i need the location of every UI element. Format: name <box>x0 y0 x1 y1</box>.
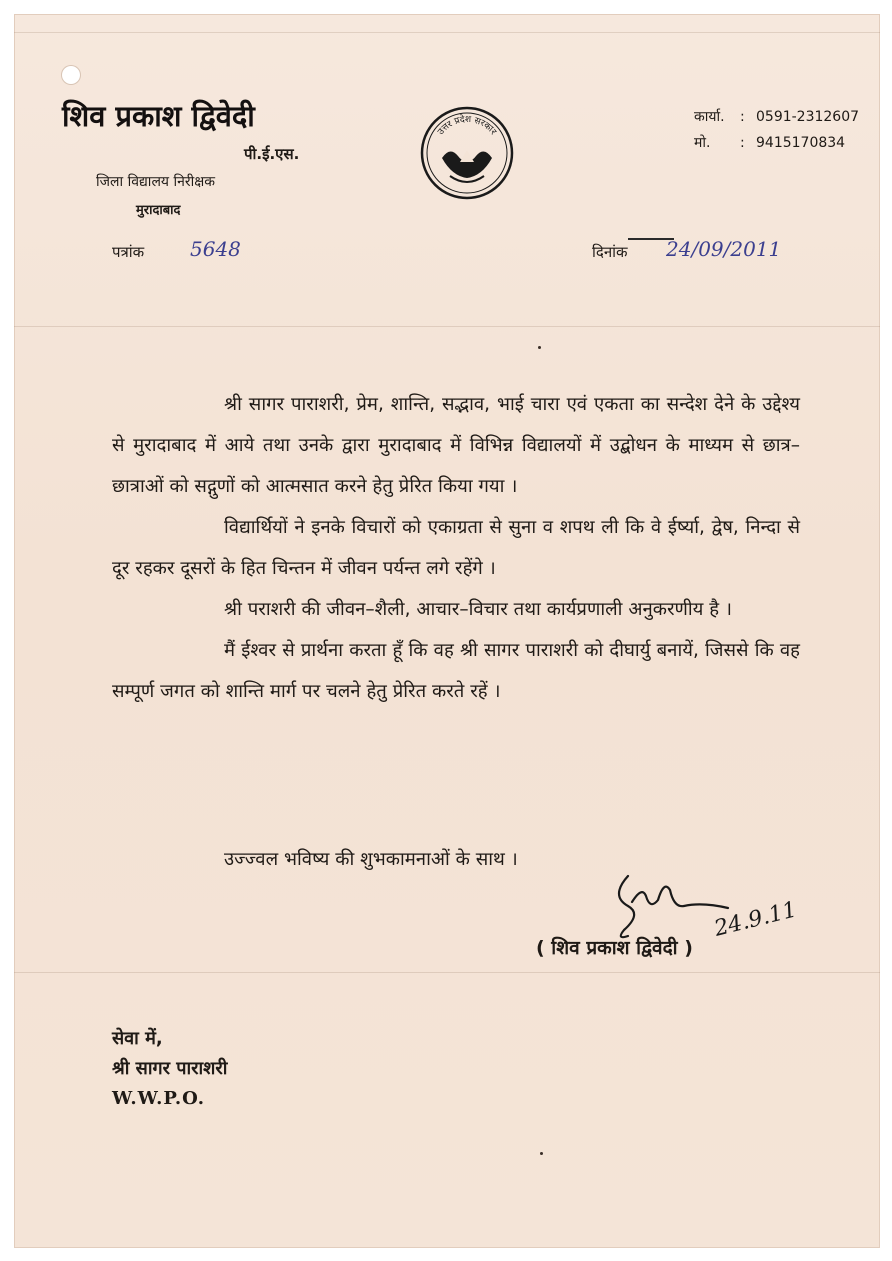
signatory-name: ( शिव प्रकाश द्विवेदी ) <box>536 937 693 959</box>
recipient-salutation: सेवा में, <box>112 1028 163 1049</box>
mobile-phone: 9415170834 <box>756 135 846 151</box>
state-emblem-icon <box>420 106 514 200</box>
svg-text:उत्तर प्रदेश सरकार <box>436 113 498 137</box>
office-phone: 0591-2312607 <box>756 109 860 125</box>
paper-fold-line <box>14 32 880 33</box>
date-label: दिनांक <box>592 243 628 261</box>
signature-date: 24.9.11 <box>711 897 800 942</box>
letter-page <box>14 14 880 1248</box>
sender-designation: जिला विद्यालय निरीक्षक <box>96 174 216 190</box>
closing-line: उज्ज्वल भविष्य की शुभकामनाओं के साथ । <box>224 849 518 870</box>
recipient-org: W.W.P.O. <box>112 1088 206 1109</box>
body-paragraph: मैं ईश्वर से प्रार्थना करता हूँ कि वह श्री सागर पाराशरी को दीघार्यु बनायें, जिससे कि वह सम्पूर्ण जगत को शान्ति मार्ग पर चलने हेतु प्रेरित करते रहें । <box>112 640 800 702</box>
contact-label: मो. <box>694 135 711 151</box>
letter-body <box>112 384 800 712</box>
recipient-name: श्री सागर पाराशरी <box>112 1058 228 1079</box>
contact-office: कार्या. : 0591-2312607 <box>694 104 859 130</box>
contact-label: कार्या. <box>694 109 725 125</box>
body-paragraph: श्री सागर पाराशरी, प्रेम, शान्ति, सद्भाव, भाई चारा एवं एकता का सन्देश देने के उद्देश्य से मुरादाबाद में आये तथा उनके द्वारा मुरादाबाद में विभिन्न विद्यालयों में उद्बोधन के माध्यम से छात्र–छात्राओं को सद्गुणों को आत्मसात करने हेतु प्रेरित किया गया । <box>112 394 800 497</box>
letter-date: 24/09/2011 <box>666 237 782 261</box>
sender-service: पी.ई.एस. <box>244 145 300 163</box>
contact-block <box>694 104 859 156</box>
paper-speck <box>540 1152 543 1155</box>
sender-name: शिव प्रकाश द्विवेदी <box>62 99 255 133</box>
paper-fold-line <box>14 972 880 973</box>
reference-label: पत्रांक <box>112 243 145 261</box>
punch-hole <box>62 66 80 84</box>
recipient-block <box>112 1024 227 1114</box>
body-paragraph: विद्यार्थियों ने इनके विचारों को एकाग्रता से सुना व शपथ ली कि वे ईर्ष्या, द्वेष, निन्दा से दूर रहकर दूसरों के हित चिन्तन में जीवन पर्यन्त लगे रहेंगे । <box>112 517 800 579</box>
contact-mobile: मो. : 9415170834 <box>694 130 859 156</box>
sender-city: मुरादाबाद <box>136 203 181 218</box>
reference-number: 5648 <box>190 237 241 261</box>
body-paragraph: श्री पराशरी की जीवन–शैली, आचार–विचार तथा कार्यप्रणाली अनुकरणीय है । <box>224 599 733 620</box>
emblem-text: उत्तर प्रदेश सरकार <box>436 114 498 138</box>
paper-fold-line <box>14 326 880 327</box>
paper-speck <box>538 346 541 349</box>
